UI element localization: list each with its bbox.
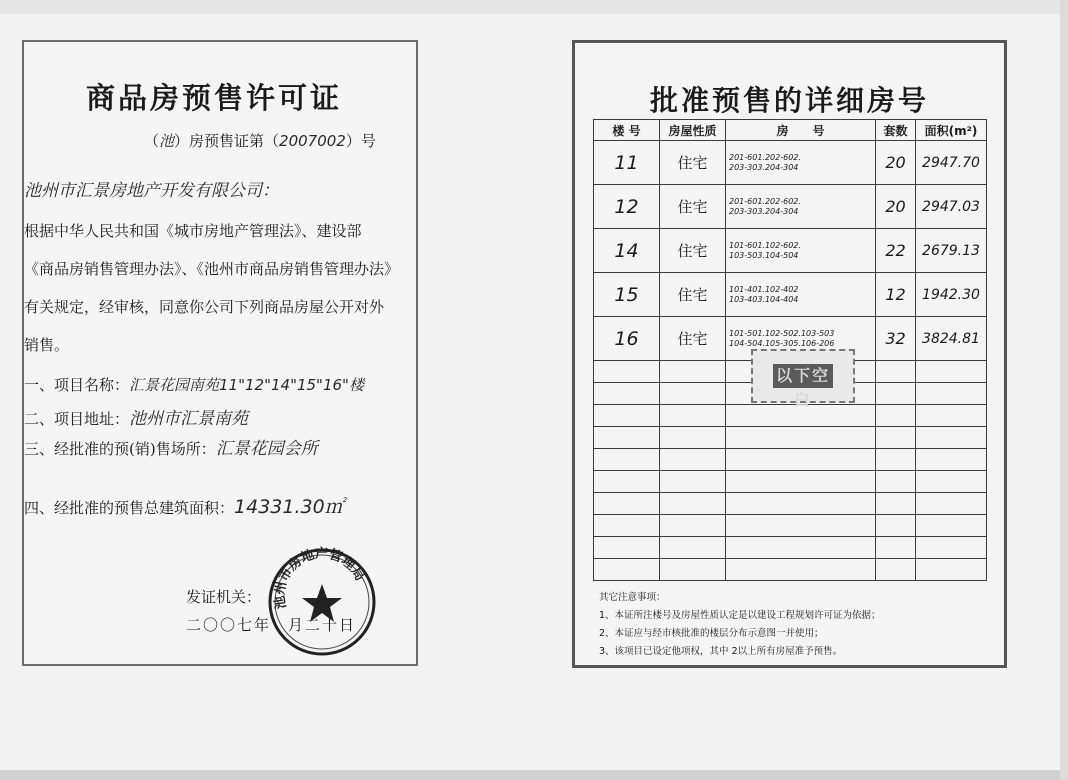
project-name-label: 一、项目名称： (24, 376, 130, 394)
note-3: 3、该项目已设定他项权，其中 2以上所有房屋准予预售。 (599, 646, 843, 657)
permit-number-line (144, 130, 376, 151)
empty-cell (916, 493, 987, 515)
room-range-line-1: 101-601.102-602. (729, 240, 801, 250)
empty-cell (916, 383, 987, 405)
notes-title: 其它注意事项： (599, 592, 666, 603)
cell-building: 14 (594, 229, 660, 273)
empty-cell (594, 515, 660, 537)
empty-cell (726, 493, 876, 515)
room-range-line-2: 203-303.204-304 (729, 162, 799, 172)
header-area: 面积(m²) (916, 120, 987, 141)
header-unit-count: 套数 (876, 120, 916, 141)
cell-building: 11 (594, 141, 660, 185)
cell-area: 2679.13 (916, 229, 987, 273)
room-range-line-1: 101-401.102-402 (729, 284, 799, 294)
empty-table-row (594, 449, 987, 471)
permit-number-open: （ (144, 132, 160, 150)
project-address-value: 池州市汇景南苑 (129, 409, 249, 429)
total-area-label: 四、经批准的预售总建筑面积： (24, 499, 235, 517)
empty-cell (660, 537, 726, 559)
empty-cell (594, 405, 660, 427)
permit-title: 商品房预售许可证 (85, 81, 342, 115)
permit-number-mid: ）房预售证第（ (174, 132, 280, 150)
room-range-line-2: 104-504.105-305.106-206 (729, 338, 835, 348)
company-name: 池州市汇景房地产开发有限公司： (24, 181, 279, 201)
project-name-row (24, 374, 364, 395)
empty-cell (594, 471, 660, 493)
project-name-value: 汇景花园南苑11"12"14"15"16"楼 (129, 376, 364, 394)
empty-cell (594, 361, 660, 383)
issue-date: 二〇〇七年 月二十日 (186, 616, 357, 634)
room-range-line-2: 103-403.104-404 (729, 294, 799, 304)
table-header-row (594, 120, 987, 141)
sales-office-label: 三、经批准的预(销)售场所： (24, 440, 216, 458)
cell-unit-count: 22 (876, 229, 916, 273)
empty-cell (726, 427, 876, 449)
cell-property-type: 住宅 (660, 229, 726, 273)
empty-table-row (594, 515, 987, 537)
cell-area: 2947.70 (916, 141, 987, 185)
presale-permit-page (22, 40, 418, 666)
notes-section (599, 589, 881, 661)
cell-building: 16 (594, 317, 660, 361)
empty-cell (660, 427, 726, 449)
empty-cell (916, 361, 987, 383)
room-range-line-2: 203-303.204-304 (729, 206, 799, 216)
project-address-label: 二、项目地址： (24, 410, 130, 428)
cell-property-type: 住宅 (660, 141, 726, 185)
table-row (594, 273, 987, 317)
room-range-line-2: 103-503.104-504 (729, 250, 799, 260)
cell-area: 3824.81 (916, 317, 987, 361)
empty-cell (660, 405, 726, 427)
empty-table-row (594, 559, 987, 581)
cell-room-numbers (726, 141, 876, 185)
empty-cell (594, 449, 660, 471)
table-row (594, 141, 987, 185)
paragraph-line-2: 《商品房销售管理办法》、《池州市商品房销售管理办法》 (24, 260, 400, 278)
note-2: 2、本证应与经市核批准的楼层分布示意图一并使用； (599, 628, 824, 639)
cell-unit-count: 20 (876, 141, 916, 185)
paragraph-line-1: 根据中华人民共和国《城市房地产管理法》、建设部 (24, 222, 362, 240)
empty-cell (726, 471, 876, 493)
scan-edge-bottom (0, 770, 1068, 780)
permit-number-close: ）号 (345, 132, 376, 150)
table-row (594, 229, 987, 273)
empty-table-row (594, 405, 987, 427)
empty-cell (726, 537, 876, 559)
empty-cell (876, 427, 916, 449)
issuing-authority-label: 发证机关： (186, 588, 262, 606)
room-range-line-1: 201-601.202-602. (729, 152, 801, 162)
empty-cell (660, 559, 726, 581)
note-1: 1、本证所注楼号及房屋性质认定是以建设工程规划许可证为依据； (599, 610, 881, 621)
empty-cell (660, 493, 726, 515)
cell-unit-count: 12 (876, 273, 916, 317)
empty-cell (876, 493, 916, 515)
empty-cell (876, 471, 916, 493)
sales-office-value: 汇景花园会所 (215, 439, 318, 459)
empty-cell (876, 405, 916, 427)
seal-text: 池州市房地产管理局 (272, 546, 368, 610)
total-area-row (24, 492, 344, 519)
empty-cell (876, 515, 916, 537)
empty-cell (916, 471, 987, 493)
blank-below-stamp-text: 以下空白 (773, 364, 833, 388)
empty-table-row (594, 493, 987, 515)
cell-building: 15 (594, 273, 660, 317)
empty-cell (876, 559, 916, 581)
cell-area: 2947.03 (916, 185, 987, 229)
details-title: 批准预售的详细房号 (649, 84, 929, 117)
scan-edge-top (0, 0, 1068, 14)
empty-table-row (594, 471, 987, 493)
cell-unit-count: 32 (876, 317, 916, 361)
cell-room-numbers (726, 229, 876, 273)
header-building: 楼 号 (594, 120, 660, 141)
empty-cell (660, 361, 726, 383)
empty-table-row (594, 427, 987, 449)
cell-area: 1942.30 (916, 273, 987, 317)
header-property-type: 房屋性质 (660, 120, 726, 141)
room-range-line-1: 201-601.202-602. (729, 196, 801, 206)
cell-room-numbers (726, 273, 876, 317)
permit-number-value: 2007002 (279, 132, 346, 150)
empty-cell (876, 361, 916, 383)
scan-edge-right (1060, 0, 1068, 780)
blank-below-stamp (751, 349, 855, 409)
empty-cell (660, 449, 726, 471)
total-area-value: 14331.30㎡ (234, 496, 344, 518)
empty-cell (876, 537, 916, 559)
header-room-numbers: 房 号 (726, 120, 876, 141)
room-details-page (572, 40, 1007, 668)
paragraph-line-4: 销售。 (24, 336, 70, 354)
room-range-line-1: 101-501.102-502.103-503 (729, 328, 835, 338)
sales-office-row (24, 434, 318, 459)
cell-property-type: 住宅 (660, 317, 726, 361)
empty-cell (916, 515, 987, 537)
paragraph-line-3: 有关规定，经审核，同意你公司下列商品房屋公开对外 (24, 298, 385, 316)
empty-cell (594, 493, 660, 515)
official-seal (266, 546, 378, 658)
empty-cell (594, 383, 660, 405)
cell-room-numbers (726, 185, 876, 229)
empty-cell (916, 559, 987, 581)
cell-property-type: 住宅 (660, 185, 726, 229)
empty-cell (594, 427, 660, 449)
project-address-row (24, 404, 248, 429)
empty-cell (660, 471, 726, 493)
empty-cell (660, 515, 726, 537)
empty-cell (726, 515, 876, 537)
cell-building: 12 (594, 185, 660, 229)
empty-cell (916, 449, 987, 471)
empty-table-row (594, 537, 987, 559)
empty-cell (916, 537, 987, 559)
empty-cell (916, 427, 987, 449)
permit-district: 池 (159, 132, 175, 150)
empty-cell (876, 449, 916, 471)
cell-unit-count: 20 (876, 185, 916, 229)
empty-cell (726, 449, 876, 471)
empty-cell (594, 559, 660, 581)
empty-cell (876, 383, 916, 405)
empty-cell (594, 537, 660, 559)
empty-cell (660, 383, 726, 405)
empty-cell (726, 559, 876, 581)
empty-cell (916, 405, 987, 427)
cell-property-type: 住宅 (660, 273, 726, 317)
table-row (594, 185, 987, 229)
